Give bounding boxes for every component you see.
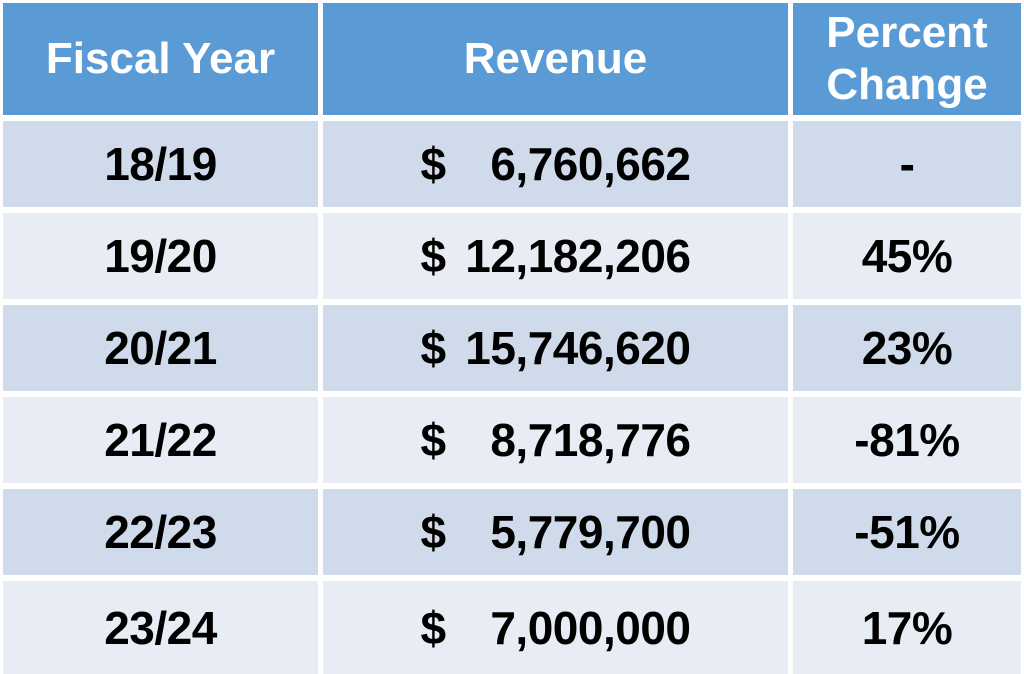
revenue-amount: 15,746,620 xyxy=(465,322,691,374)
cell-fiscal-year: 19/20 xyxy=(3,213,318,299)
cell-revenue xyxy=(323,305,788,391)
cell-fiscal-year: 22/23 xyxy=(3,489,318,575)
currency-symbol: $ xyxy=(420,506,446,558)
cell-revenue xyxy=(323,581,788,674)
revenue-accounting-block xyxy=(421,413,691,467)
currency-symbol: $ xyxy=(420,322,446,374)
revenue-amount: 8,718,776 xyxy=(490,414,691,466)
cell-percent-change: 17% xyxy=(793,581,1021,674)
cell-fiscal-year: 18/19 xyxy=(3,121,318,207)
cell-percent-change: 45% xyxy=(793,213,1021,299)
cell-fiscal-year: 21/22 xyxy=(3,397,318,483)
cell-percent-change: 23% xyxy=(793,305,1021,391)
revenue-accounting-block xyxy=(421,505,691,559)
revenue-amount: 5,779,700 xyxy=(490,506,691,558)
revenue-accounting-block xyxy=(421,321,691,375)
revenue-amount: 12,182,206 xyxy=(465,230,691,282)
cell-fiscal-year: 23/24 xyxy=(3,581,318,674)
cell-percent-change: - xyxy=(793,121,1021,207)
revenue-accounting-block xyxy=(421,601,691,655)
header-revenue: Revenue xyxy=(323,3,788,115)
cell-fiscal-year: 20/21 xyxy=(3,305,318,391)
cell-revenue xyxy=(323,213,788,299)
cell-revenue xyxy=(323,489,788,575)
cell-percent-change: -51% xyxy=(793,489,1021,575)
revenue-accounting-block xyxy=(421,137,691,191)
cell-revenue xyxy=(323,121,788,207)
currency-symbol: $ xyxy=(420,601,446,654)
currency-symbol: $ xyxy=(420,138,446,190)
revenue-accounting-block xyxy=(421,229,691,283)
cell-percent-change: -81% xyxy=(793,397,1021,483)
header-fiscal-year: Fiscal Year xyxy=(3,3,318,115)
revenue-amount: 6,760,662 xyxy=(490,138,691,190)
cell-revenue xyxy=(323,397,788,483)
currency-symbol: $ xyxy=(420,230,446,282)
currency-symbol: $ xyxy=(420,414,446,466)
header-percent-change: Percent Change xyxy=(793,3,1021,115)
revenue-amount: 7,000,000 xyxy=(490,601,691,654)
